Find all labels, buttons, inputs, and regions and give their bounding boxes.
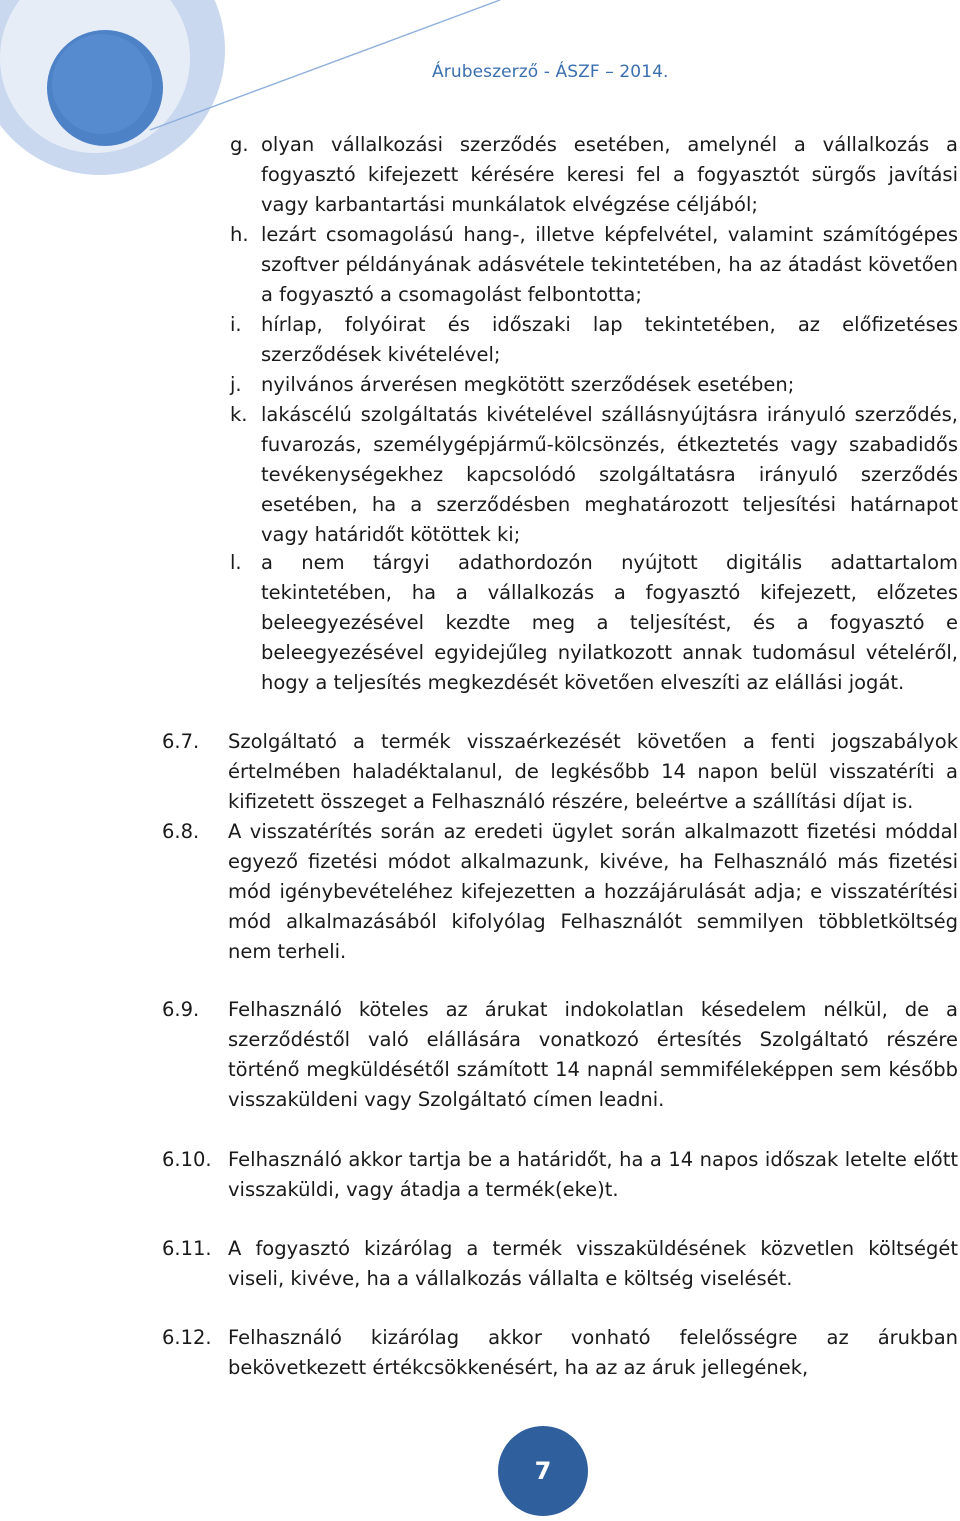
list-item-text: lezárt csomagolású hang-, illetve képfelvétel, valamint számítógépes szoftver példányának adásvétele tekintetében, ha az átadást követően a fogyasztó a csomagolást felbontotta; [261, 223, 958, 306]
section-number: 6.8. [162, 820, 200, 843]
section-number: 6.10. [162, 1148, 212, 1171]
section-number: 6.12. [162, 1326, 212, 1349]
section-6-11 [162, 1234, 958, 1294]
list-item-l [230, 548, 958, 698]
section-6-10 [162, 1145, 958, 1205]
section-number: 6.11. [162, 1237, 212, 1260]
list-item-i [230, 310, 958, 370]
section-number: 6.9. [162, 998, 200, 1021]
section-text: Felhasználó köteles az árukat indokolatlan késedelem nélkül, de a szerződéstől való elállására vonatkozó értesítés Szolgáltató részére történő megküldésétől számított 14 napnál semmiféleképpen sem később visszaküldeni vagy Szolgáltató címen leadni. [228, 998, 958, 1111]
section-6-12 [162, 1323, 958, 1383]
page-number: 7 [534, 1457, 552, 1485]
list-item-j [230, 370, 958, 400]
section-text: Felhasználó akkor tartja be a határidőt, ha a 14 napos időszak letelte előtt visszaküldi, vagy átadja a termék(eke)t. [228, 1148, 958, 1201]
list-item-letter: h. [230, 223, 249, 246]
list-item-h [230, 220, 958, 310]
section-text: Szolgáltató a termék visszaérkezését követően a fenti jogszabályok értelmében haladéktalanul, de legkésőbb 14 napon belül visszatéríti a kifizetett összeget a Felhasználó részére, beleértve a szállítási díjat is. [228, 730, 958, 813]
section-6-8 [162, 817, 958, 967]
list-item-text: a nem tárgyi adathordozón nyújtott digitális adattartalom tekintetében, ha a vállalkozás a fogyasztó kifejezett, előzetes beleegyezésével kezdte meg a teljesítést, és a fogyasztó e beleegyezésével egyidejűleg nyilatkozott annak tudomásul vételéről, hogy a teljesítés megkezdését követően elveszíti az elállási jogát. [261, 551, 958, 694]
list-item-letter: k. [230, 403, 248, 426]
section-6-9 [162, 995, 958, 1115]
list-item-text: nyilvános árverésen megkötött szerződések esetében; [261, 373, 795, 396]
list-item-k [230, 400, 958, 550]
list-item-letter: i. [230, 313, 242, 336]
page-number-badge [498, 1426, 588, 1516]
section-6-7 [162, 727, 958, 817]
list-item-g [230, 130, 958, 220]
list-item-letter: g. [230, 133, 249, 156]
list-item-text: lakáscélú szolgáltatás kivételével szállásnyújtásra irányuló szerződés, fuvarozás, személygépjármű-kölcsönzés, étkeztetés vagy szabadidős tevékenységekhez kapcsolódó szolgáltatásra irányuló szerződés esetében, ha a szerződésben meghatározott teljesítési határnapot vagy határidőt kötöttek ki; [261, 403, 958, 546]
section-text: A fogyasztó kizárólag a termék visszaküldésének közvetlen költségét viseli, kivéve, ha a vállalkozás vállalta e költség viselését. [228, 1237, 958, 1290]
section-number: 6.7. [162, 730, 200, 753]
list-item-letter: l. [230, 551, 242, 574]
list-item-letter: j. [230, 373, 242, 396]
list-item-text: olyan vállalkozási szerződés esetében, amelynél a vállalkozás a fogyasztó kifejezett kérésére keresi fel a fogyasztót sürgős javítási vagy karbantartási munkálatok elvégzése céljából; [261, 133, 958, 216]
header-title: Árubeszerző - ÁSZF – 2014. [432, 62, 669, 82]
section-text: Felhasználó kizárólag akkor vonható felelősségre az árukban bekövetkezett értékcsökkenésért, ha az az áruk jellegének, [228, 1326, 958, 1379]
section-text: A visszatérítés során az eredeti ügylet során alkalmazott fizetési móddal egyező fizetési módot alkalmazunk, kivéve, ha Felhasználó más fizetési mód igénybevételéhez kifejezetten a hozzájárulását adja; e visszatérítési mód alkalmazásából kifolyólag Felhasználót semmilyen többletköltség nem terheli. [228, 820, 958, 963]
list-item-text: hírlap, folyóirat és időszaki lap tekintetében, az előfizetéses szerződések kivételével; [261, 313, 958, 366]
